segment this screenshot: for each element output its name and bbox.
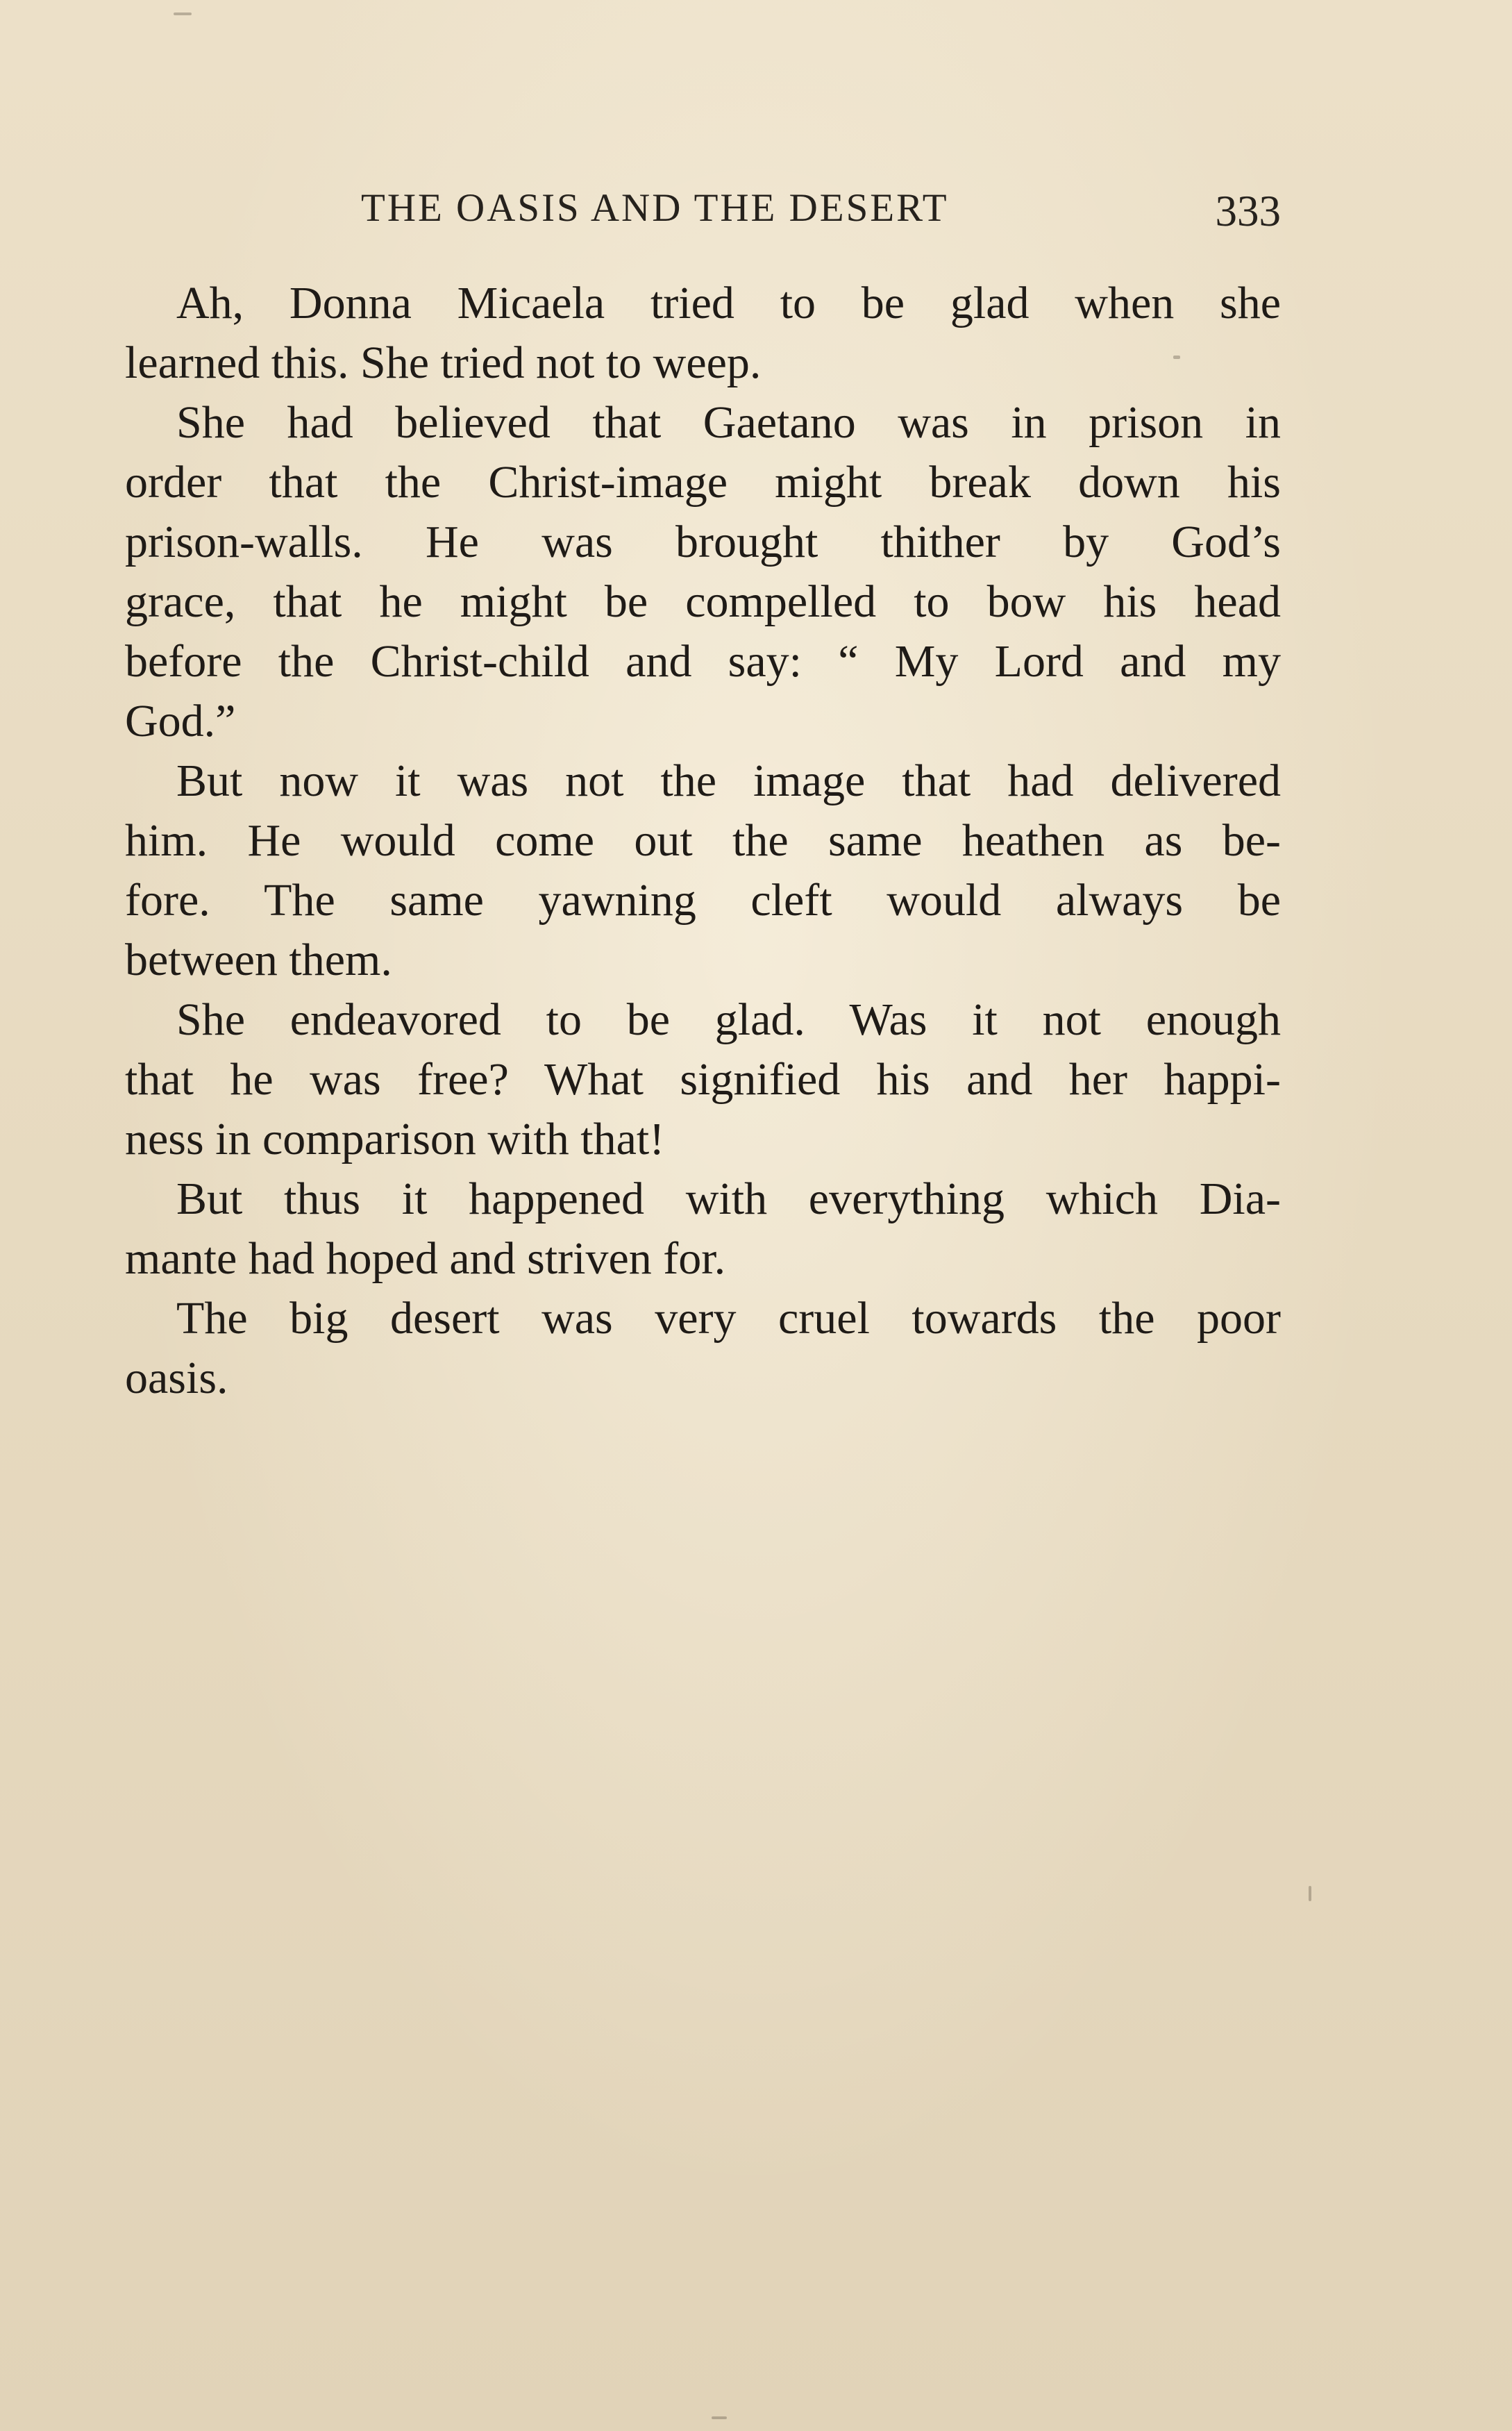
text-line: oasis. [125,1353,228,1403]
running-title: THE OASIS AND THE DESERT [361,186,949,230]
text-line: But thus it happened with everything which Dia- [176,1173,1281,1224]
body-text [125,274,1281,1408]
text-line: order that the Christ-image might break down his [125,457,1281,508]
paper-speck [1173,356,1180,359]
text-line: Ah, Donna Micaela tried to be glad when she [176,278,1281,328]
text-line: grace, that he might be compelled to bow his head [125,576,1281,627]
text-line: between them. [125,935,392,985]
text-line: learned this. She tried not to weep. [125,337,762,388]
paragraph-3 [125,751,1281,990]
text-line: She had believed that Gaetano was in prison in [176,397,1281,448]
paper-speck [712,2416,727,2419]
text-line: mante had hoped and striven for. [125,1233,726,1284]
text-line: God.” [125,696,236,746]
paper-speck [174,12,192,15]
paragraph-6 [125,1289,1281,1408]
text-line: But now it was not the image that had delivered [176,755,1281,806]
page-number: 333 [1215,187,1281,235]
paragraph-4 [125,990,1281,1169]
paragraph-1 [125,274,1281,393]
text-line: that he was free? What signified his and her happi- [125,1054,1281,1105]
text-line: prison-walls. He was brought thither by God’s [125,517,1281,567]
paragraph-2 [125,393,1281,751]
page-header [125,182,1281,237]
text-line: She endeavored to be glad. Was it not enough [176,994,1281,1045]
text-line: him. He would come out the same heathen as be- [125,815,1281,866]
text-line: fore. The same yawning cleft would always be [125,875,1281,926]
paragraph-5 [125,1169,1281,1289]
paper-speck [1309,1886,1311,1901]
text-line: ness in comparison with that! [125,1114,665,1164]
text-line: The big desert was very cruel towards the poor [176,1293,1281,1344]
text-line: before the Christ-child and say: “ My Lord and my [125,636,1281,687]
